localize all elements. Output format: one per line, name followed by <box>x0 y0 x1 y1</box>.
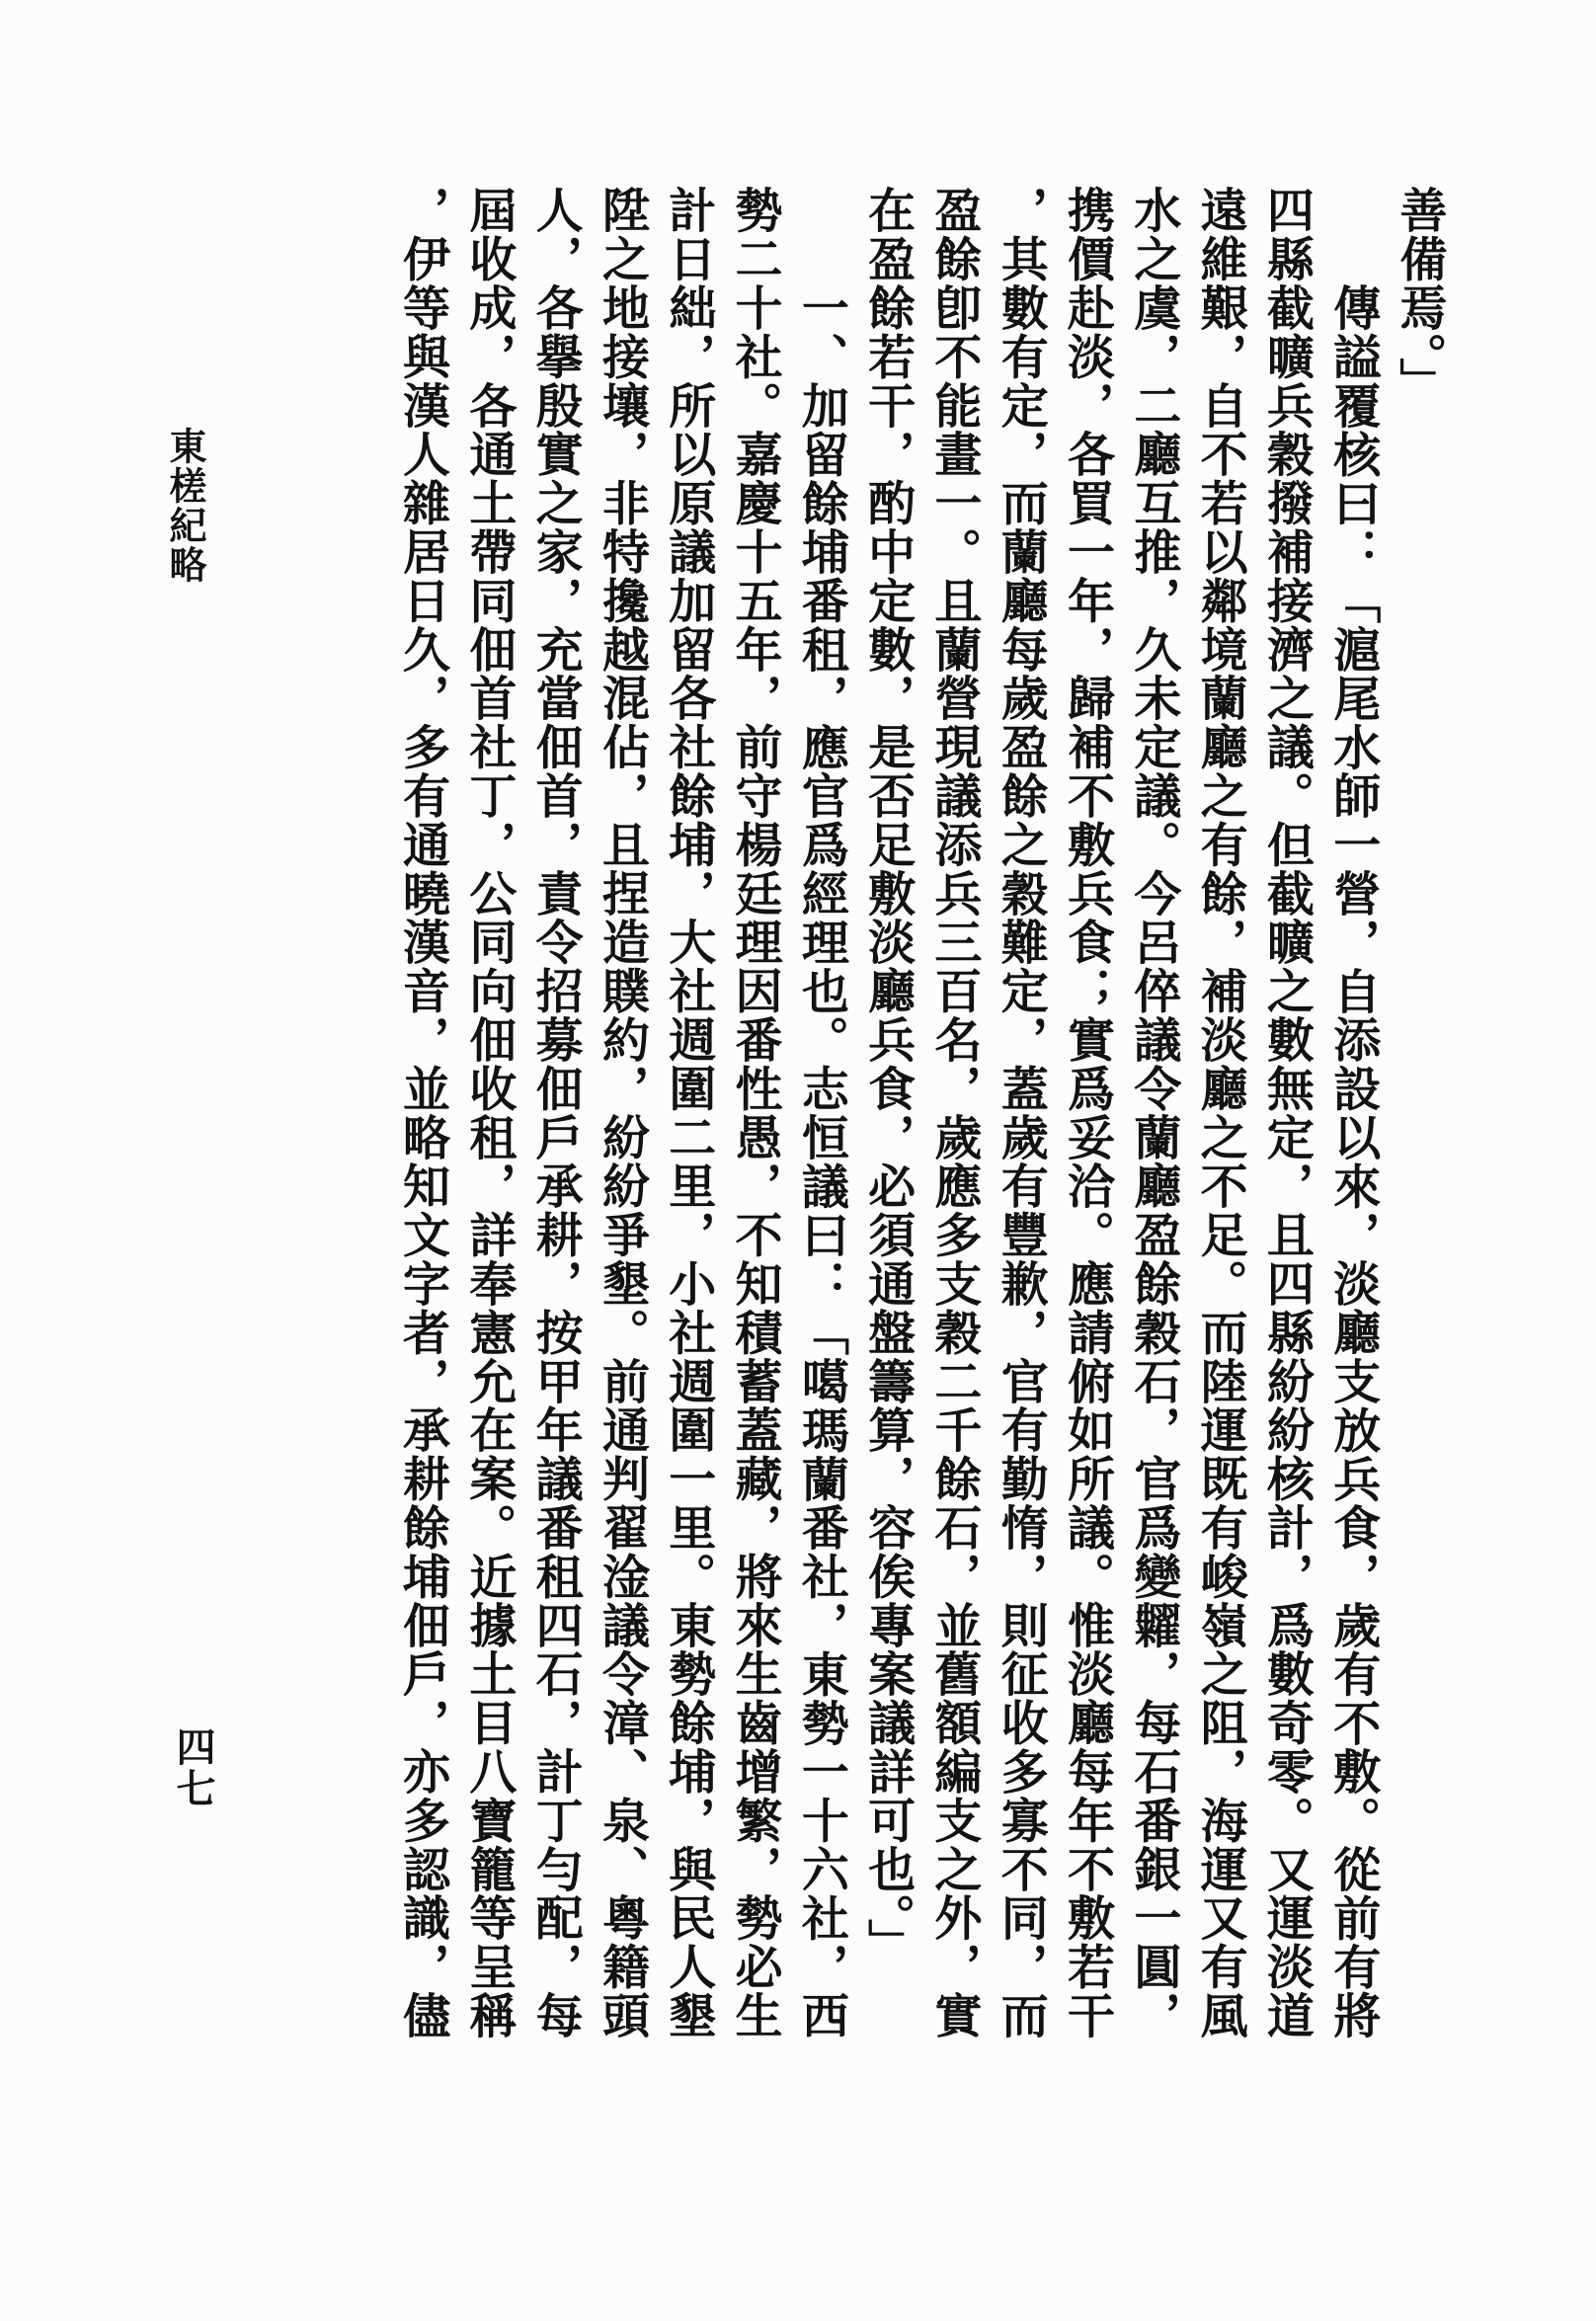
text-column: 屆收成，各通土帶同佃首社丁，公同向佃收租，詳奉憲允在案。近據土目八寶籠等呈稱 <box>460 186 517 2041</box>
page-number: 四七 <box>170 1726 216 1809</box>
text-column: ，伊等與漢人雜居日久，多有通曉漢音，並略知文字者，承耕餘埔佃戶，亦多認識，儘 <box>394 186 450 2041</box>
text-column: 水之虞，二廳互推，久未定議。今呂倅議令蘭廳盈餘穀石，官爲變糶，每石番銀一圓， <box>1125 186 1181 2041</box>
running-title: 東槎紀略 <box>163 427 207 585</box>
text-column: 善備焉。」 <box>1392 186 1447 406</box>
text-column: 遠維艱，自不若以鄰境蘭廳之有餘，補淡廳之不足。而陸運既有峻嶺之阻，海運又有風 <box>1192 186 1248 2041</box>
text-column: 在盈餘若干，酌中定數，是否足敷淡廳兵食，必須通盤籌算，容俟專案議詳可也。」 <box>859 186 916 1967</box>
text-column: 傳謚覆核曰：「滬尾水師一營，自添設以來，淡廳支放兵食，歲有不敷。從前有將 <box>1324 282 1381 2041</box>
text-column: 携價赴淡，各買一年，歸補不敷兵食；實爲妥洽。應請俯如所議。惟淡廳每年不敷若干 <box>1059 186 1115 2041</box>
text-column: 人，各擧殷實之家，充當佃首，責令招募佃戶承耕，按甲年議番租四石，計丁勻配，每 <box>527 186 584 2041</box>
text-column: 計日絀，所以原議加留各社餘埔，大社週圍二里，小社週圍一里。東勢餘埔，與民人墾 <box>660 186 716 2041</box>
text-column: 陞之地接壤，非特攙越混佔，且捏造贌約，紛紛爭墾。前通判翟淦議令漳、泉、粵籍頭 <box>594 186 650 2041</box>
text-column: 四縣截曠兵穀撥補接濟之議。但截曠之數無定，且四縣紛紛核計，爲數奇零。又運淡道 <box>1258 186 1315 2041</box>
text-column: 勢二十社。嘉慶十五年，前守楊廷理因番性愚，不知積蓄蓋藏，將來生齒增繁，勢必生 <box>727 186 783 2041</box>
body-text <box>388 186 1452 2102</box>
text-column: 盈餘卽不能畫一。且蘭營現議添兵三百名，歲應多支穀二千餘石，並舊額編支之外，實 <box>925 186 982 2041</box>
text-column: 一、加留餘埔番租，應官爲經理也。志恒議曰：「噶瑪蘭番社，東勢一十六社，西 <box>793 282 849 2041</box>
text-column: ，其數有定，而蘭廳每歲盈餘之穀難定，蓋歲有豐歉，官有勤惰，則征收多寡不同，而 <box>993 186 1049 2041</box>
